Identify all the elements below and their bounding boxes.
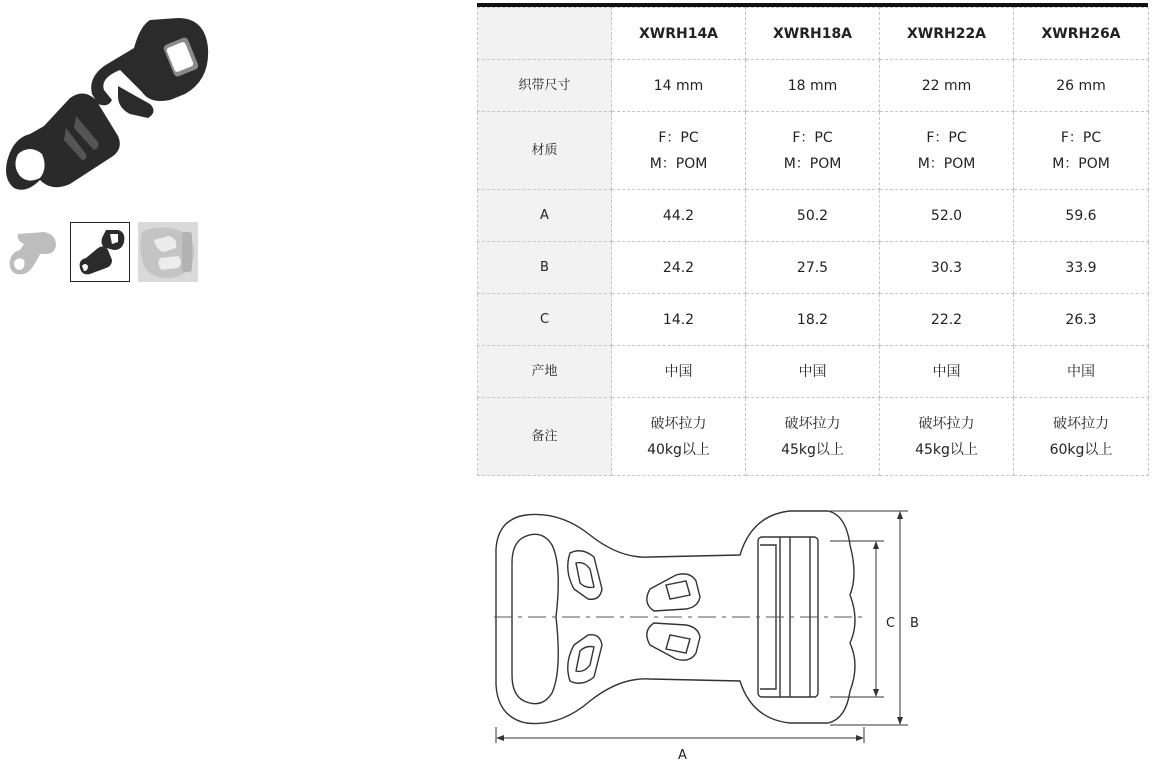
table-row xyxy=(478,190,1149,242)
table-cell: 22 mm xyxy=(880,60,1014,112)
buckle-photo-icon xyxy=(0,8,215,198)
main-product-photo xyxy=(0,8,215,198)
table-cell: 中国 xyxy=(746,346,880,398)
buckle-closeup-thumb-icon xyxy=(138,222,198,282)
cell-line: 破坏拉力 xyxy=(784,415,841,432)
table-row xyxy=(478,346,1149,398)
table-cell xyxy=(746,398,880,476)
dimension-b-label: B xyxy=(910,616,919,631)
cell-line: M：POM xyxy=(1052,155,1110,172)
table-cell: 30.3 xyxy=(880,242,1014,294)
dimension-a-label: A xyxy=(678,748,687,763)
table-row xyxy=(478,112,1149,190)
model-header: XWRH22A xyxy=(880,8,1014,60)
cell-line: M：POM xyxy=(917,155,976,172)
spec-table xyxy=(477,7,1149,476)
table-cell: 14 mm xyxy=(612,60,746,112)
table-cell xyxy=(1014,112,1149,190)
table-row xyxy=(478,398,1149,476)
table-cell: 18.2 xyxy=(746,294,880,346)
cell-line: 45kg以上 xyxy=(781,441,844,458)
model-header: XWRH26A xyxy=(1014,8,1149,60)
row-label: 备注 xyxy=(478,398,612,476)
cell-line: M：POM xyxy=(783,155,842,172)
cell-line: 40kg以上 xyxy=(647,441,710,458)
table-cell xyxy=(746,112,880,190)
cell-line: 破坏拉力 xyxy=(918,415,975,432)
row-label: 材质 xyxy=(478,112,612,190)
cell-line: F：PC xyxy=(658,129,699,146)
model-header: XWRH14A xyxy=(612,8,746,60)
table-cell: 24.2 xyxy=(612,242,746,294)
table-cell: 26 mm xyxy=(1014,60,1149,112)
table-header-row xyxy=(478,8,1149,60)
row-label: 织带尺寸 xyxy=(478,60,612,112)
buckle-light-thumb-icon xyxy=(4,224,60,280)
cell-line: 破坏拉力 xyxy=(1053,415,1109,432)
row-label: C xyxy=(478,294,612,346)
table-cell: 27.5 xyxy=(746,242,880,294)
buckle-dark-thumb-icon xyxy=(72,224,128,280)
cell-line: 60kg以上 xyxy=(1049,441,1113,458)
table-cell xyxy=(1014,398,1149,476)
table-cell xyxy=(880,398,1014,476)
table-cell: 52.0 xyxy=(880,190,1014,242)
table-cell: 中国 xyxy=(612,346,746,398)
table-row xyxy=(478,60,1149,112)
table-cell: 26.3 xyxy=(1014,294,1149,346)
table-cell: 22.2 xyxy=(880,294,1014,346)
table-cell: 59.6 xyxy=(1014,190,1149,242)
table-cell: 中国 xyxy=(1014,346,1149,398)
table-cell xyxy=(880,112,1014,190)
thumbnail-1[interactable] xyxy=(2,222,62,282)
table-cell: 44.2 xyxy=(612,190,746,242)
cell-line: 45kg以上 xyxy=(915,441,978,458)
table-cell: 18 mm xyxy=(746,60,880,112)
table-cell: 14.2 xyxy=(612,294,746,346)
table-cell: 50.2 xyxy=(746,190,880,242)
cell-line: F：PC xyxy=(926,129,967,146)
table-cell xyxy=(612,112,746,190)
thumbnail-3[interactable] xyxy=(138,222,198,282)
row-label: 产地 xyxy=(478,346,612,398)
dimension-c-label: C xyxy=(886,616,896,631)
table-cell xyxy=(612,398,746,476)
thumbnail-strip xyxy=(2,222,198,282)
table-row xyxy=(478,242,1149,294)
model-header: XWRH18A xyxy=(746,8,880,60)
table-cell: 中国 xyxy=(880,346,1014,398)
cell-line: F：PC xyxy=(792,129,833,146)
thumbnail-2[interactable] xyxy=(70,222,130,282)
table-row xyxy=(478,294,1149,346)
row-label: B xyxy=(478,242,612,294)
row-label: A xyxy=(478,190,612,242)
cell-line: F：PC xyxy=(1060,129,1102,146)
cell-line: M：POM xyxy=(649,155,708,172)
buckle-dimension-drawing xyxy=(490,505,930,763)
table-cell: 33.9 xyxy=(1014,242,1149,294)
header-corner-cell xyxy=(478,8,612,60)
buckle-outline-icon xyxy=(490,505,930,763)
spec-table-container xyxy=(477,3,1148,476)
cell-line: 破坏拉力 xyxy=(650,415,707,432)
